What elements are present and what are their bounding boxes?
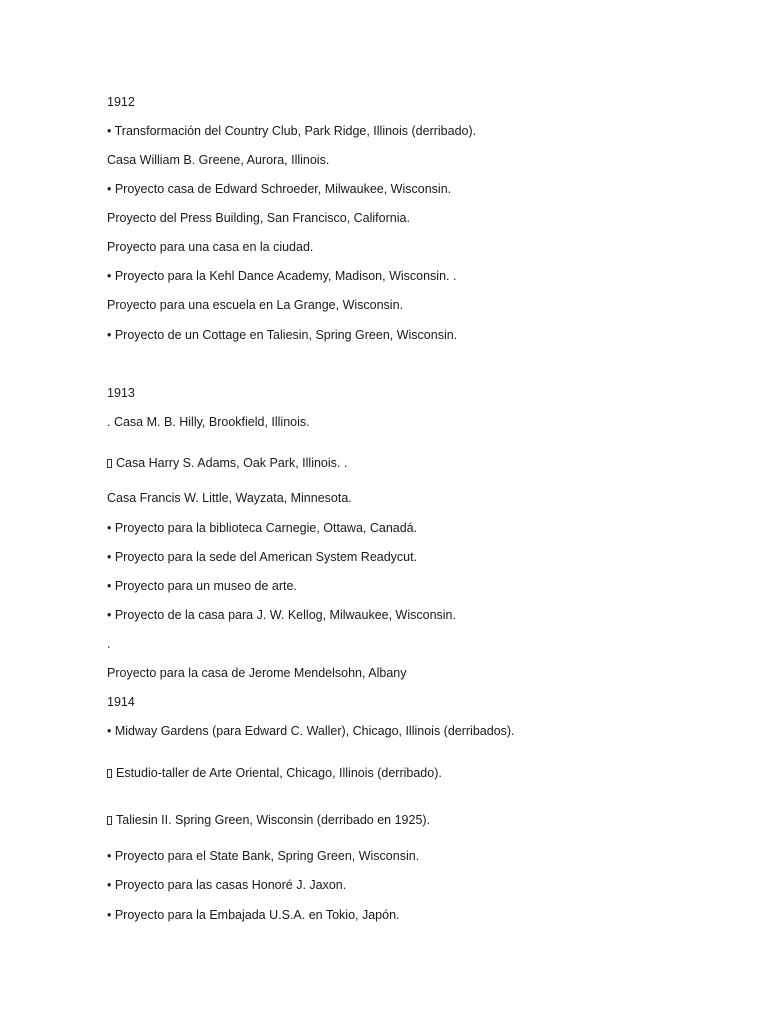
entry-line: • Proyecto para la sede del American System Readycut. (107, 550, 418, 564)
entry-line: Proyecto para una casa en la ciudad. (107, 240, 314, 254)
year-heading-1912: 1912 (107, 95, 135, 109)
entry-line: Proyecto del Press Building, San Francisco, California. (107, 211, 410, 225)
entry-line: . Casa M. B. Hilly, Brookfield, Illinois. (107, 415, 310, 429)
entry-line: • Midway Gardens (para Edward C. Waller), Chicago, Illinois (derribados). (107, 724, 515, 738)
entry-text: Casa Harry S. Adams, Oak Park, Illinois. . (116, 456, 348, 470)
entry-line: Proyecto para una escuela en La Grange, Wisconsin. (107, 298, 404, 312)
entry-line: • Proyecto para las casas Honoré J. Jaxon. (107, 878, 347, 892)
entry-line: . (107, 637, 111, 651)
entry-line: Casa Francis W. Little, Wayzata, Minnesota. (107, 491, 352, 505)
entry-line: • Proyecto para la Kehl Dance Academy, Madison, Wisconsin. . (107, 269, 457, 283)
year-heading-1913: 1913 (107, 386, 135, 400)
entry-line (107, 765, 442, 781)
entry-line (107, 812, 430, 828)
entry-line: • Proyecto de un Cottage en Taliesin, Spring Green, Wisconsin. (107, 328, 458, 342)
entry-text: Estudio-taller de Arte Oriental, Chicago, Illinois (derribado). (116, 766, 442, 780)
entry-line: • Proyecto para un museo de arte. (107, 579, 297, 593)
entry-line: • Proyecto para la biblioteca Carnegie, Ottawa, Canadá. (107, 521, 418, 535)
year-heading-1914: 1914 (107, 695, 135, 709)
entry-line: • Proyecto para el State Bank, Spring Green, Wisconsin. (107, 849, 420, 863)
entry-line: • Proyecto para la Embajada U.S.A. en Tokio, Japón. (107, 908, 400, 922)
entry-line: Casa William B. Greene, Aurora, Illinois. (107, 153, 330, 167)
entry-line: • Proyecto casa de Edward Schroeder, Milwaukee, Wisconsin. (107, 182, 452, 196)
missing-glyph-icon (107, 816, 112, 825)
entry-line: Proyecto para la casa de Jerome Mendelsohn, Albany (107, 666, 407, 680)
entry-line: • Proyecto de la casa para J. W. Kellog, Milwaukee, Wisconsin. (107, 608, 456, 622)
missing-glyph-icon (107, 459, 112, 468)
missing-glyph-icon (107, 769, 112, 778)
entry-line: • Transformación del Country Club, Park Ridge, Illinois (derribado). (107, 124, 477, 138)
entry-text: Taliesin II. Spring Green, Wisconsin (derribado en 1925). (116, 813, 431, 827)
entry-line (107, 455, 347, 471)
